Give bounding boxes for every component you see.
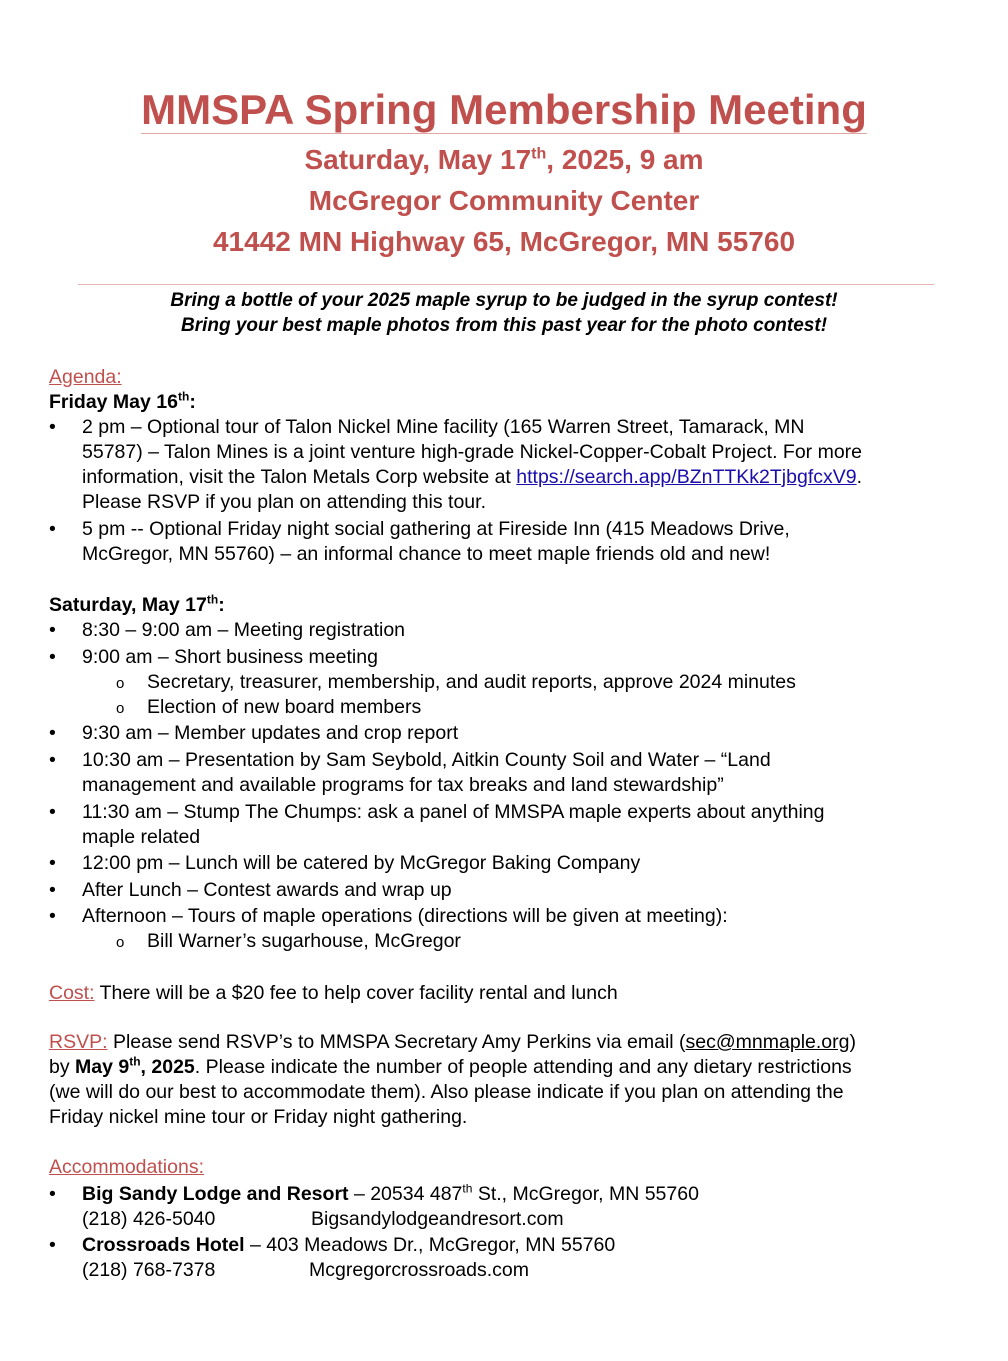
saturday-item-continued: maple related [82,826,201,848]
lodging-big-sandy: Big Sandy Lodge and Resort – 20534 487th St., McGregor, MN 55760 [82,1181,699,1205]
syrup-contest-notice: Bring a bottle of your 2025 maple syrup to be judged in the syrup contest! [170,290,838,311]
bullet-symbol: • [49,722,56,744]
saturday-item: Afternoon – Tours of maple operations (directions will be given at meeting): [82,905,728,927]
friday-item-1-line-2: 55787) – Talon Mines is a joint venture high-grade Nickel-Copper-Cobalt Project. For more [82,441,863,463]
friday-heading: Friday May 16th: [49,389,196,413]
saturday-item: 12:00 pm – Lunch will be catered by McGregor Baking Company [82,852,641,874]
header-divider [78,284,934,285]
saturday-sub-item: Election of new board members [147,696,422,718]
accommodations-heading: Accommodations: [49,1156,204,1178]
saturday-sub-item: Secretary, treasurer, membership, and audit reports, approve 2024 minutes [147,671,796,693]
lodging-phone: (218) 768-7378 [82,1259,216,1281]
saturday-sub-item: Bill Warner’s sugarhouse, McGregor [147,930,461,952]
saturday-item: After Lunch – Contest awards and wrap up [82,879,452,901]
sub-bullet-symbol: o [116,934,125,951]
rsvp-label: RSVP: [49,1031,108,1053]
bullet-symbol: • [49,518,56,540]
meeting-address: 41442 MN Highway 65, McGregor, MN 55760 [212,226,796,257]
sub-bullet-symbol: o [116,675,125,692]
lodging-website: Bigsandylodgeandresort.com [311,1208,564,1230]
bullet-symbol: • [49,905,56,927]
friday-item-1-line-1: 2 pm – Optional tour of Talon Nickel Mine facility (165 Warren Street, Tamarack, MN [82,416,805,438]
rsvp-line-3: (we will do our best to accommodate them). Also please indicate if you plan on attending the [49,1081,844,1103]
bullet-symbol: • [49,879,56,901]
rsvp-line-4: Friday nickel mine tour or Friday night gathering. [49,1106,468,1128]
saturday-item: 9:30 am – Member updates and crop report [82,722,459,744]
agenda-heading: Agenda: [49,366,122,388]
bullet-symbol: • [49,1183,56,1205]
lodging-website: Mcgregorcrossroads.com [309,1259,529,1281]
page-title: MMSPA Spring Membership Meeting [141,86,867,133]
bullet-symbol: • [49,646,56,668]
rsvp-deadline: May 9th, 2025 [75,1054,195,1078]
rsvp-email-link[interactable]: sec@mnmaple.org [685,1031,850,1053]
saturday-item-continued: management and available programs for tax breaks and land stewardship” [82,774,724,796]
photo-contest-notice: Bring your best maple photos from this past year for the photo contest! [180,315,828,336]
saturday-item: 11:30 am – Stump The Chumps: ask a panel of MMSPA maple experts about anything [82,801,825,823]
meeting-venue: McGregor Community Center [308,185,700,216]
friday-item-1-line-4: Please RSVP if you plan on attending this tour. [82,491,486,513]
saturday-item: 8:30 – 9:00 am – Meeting registration [82,619,406,641]
bullet-symbol: • [49,801,56,823]
saturday-heading: Saturday, May 17th: [49,592,225,616]
lodging-phone: (218) 426-5040 [82,1208,216,1230]
friday-item-1-line-3: information, visit the Talon Metals Corp website at https://search.app/BZnTTKk2TjbgfcxV9. [82,466,863,488]
cost-line: Cost: There will be a $20 fee to help cover facility rental and lunch [49,982,618,1004]
talon-metals-link[interactable]: https://search.app/BZnTTKk2TjbgfcxV9 [516,466,857,488]
sub-bullet-symbol: o [116,700,125,717]
bullet-symbol: • [49,852,56,874]
saturday-item: 10:30 am – Presentation by Sam Seybold, Aitkin County Soil and Water – “Land [82,749,771,771]
rsvp-line-2: by May 9th, 2025. Please indicate the number of people attending and any dietary restrictions [49,1054,852,1078]
friday-item-2-line-2: McGregor, MN 55760) – an informal chance to meet maple friends old and new! [82,543,771,565]
bullet-symbol: • [49,1234,56,1256]
cost-label: Cost: [49,982,95,1004]
meeting-date: Saturday, May 17th, 2025, 9 am [304,144,704,175]
bullet-symbol: • [49,416,56,438]
friday-item-2-line-1: 5 pm -- Optional Friday night social gathering at Fireside Inn (415 Meadows Drive, [82,518,790,540]
rsvp-line-1: RSVP: Please send RSVP’s to MMSPA Secretary Amy Perkins via email (sec@mnmaple.org) [49,1031,856,1053]
bullet-symbol: • [49,749,56,771]
lodging-crossroads: Crossroads Hotel – 403 Meadows Dr., McGregor, MN 55760 [82,1234,616,1256]
saturday-item: 9:00 am – Short business meeting [82,646,378,668]
bullet-symbol: • [49,619,56,641]
